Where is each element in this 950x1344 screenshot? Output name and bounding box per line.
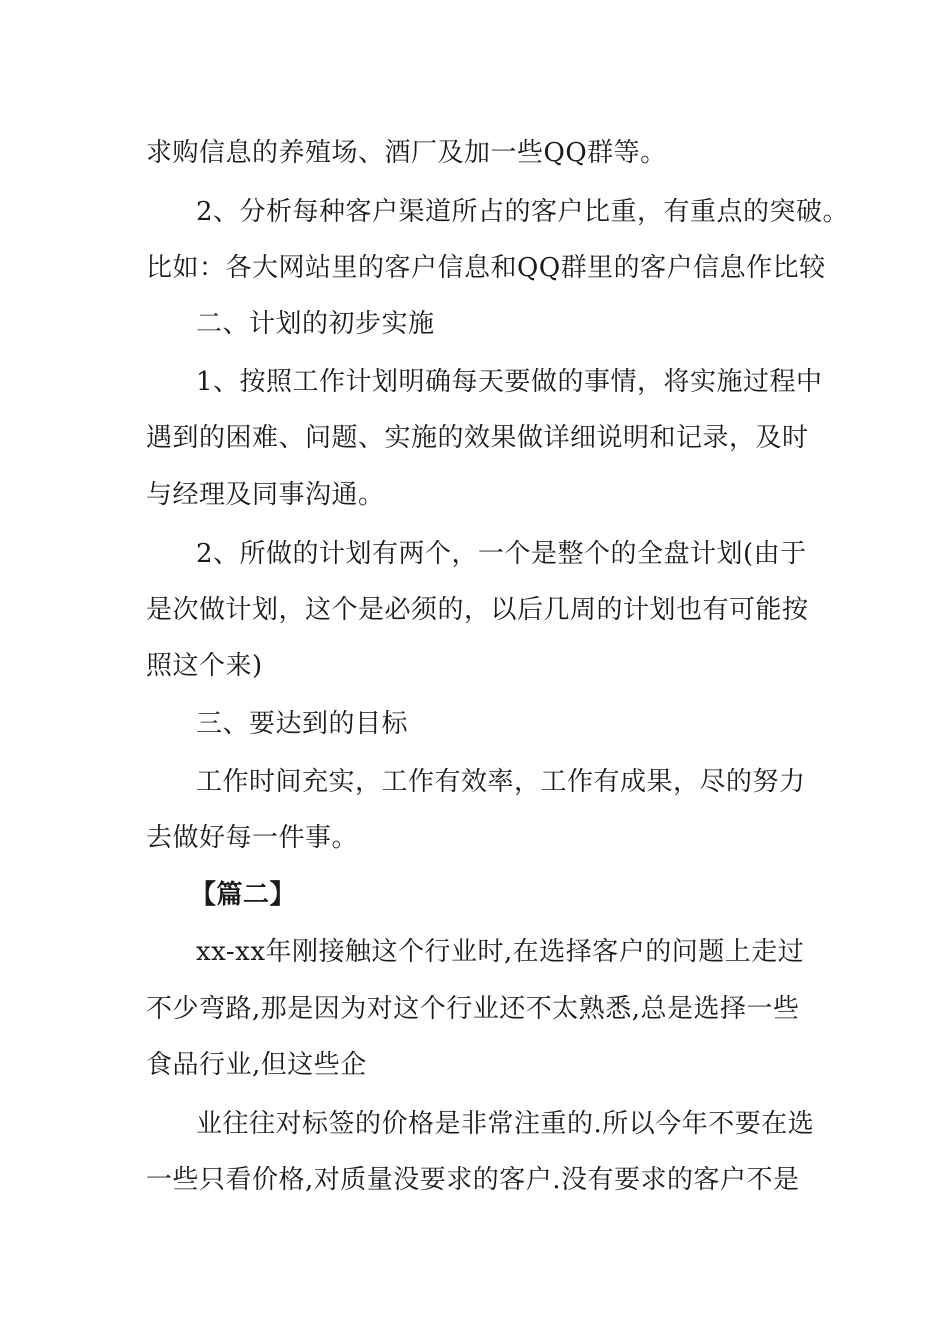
section-heading: 三、要达到的目标 — [196, 709, 409, 739]
text-line: 求购信息的养殖场、酒厂及加一些QQ群等。 — [146, 138, 667, 168]
text-line: 比如：各大网站里的客户信息和QQ群里的客户信息作比较 — [146, 253, 826, 283]
text-line: 遇到的困难、问题、实施的效果做详细说明和记录，及时 — [146, 423, 809, 453]
text-line: 照这个来) — [146, 651, 263, 681]
chapter-heading: 【篇二】 — [190, 880, 297, 910]
text-line: 去做好每一件事。 — [146, 823, 359, 853]
text-line: 食品行业,但这些企 — [146, 1050, 367, 1080]
text-line: 2、分析每种客户渠道所占的客户比重，有重点的突破。 — [196, 197, 850, 227]
text-line: 工作时间充实，工作有效率，工作有成果，尽的努力 — [196, 767, 806, 797]
text-line: xx-xx年刚接触这个行业时,在选择客户的问题上走过 — [196, 937, 805, 967]
text-line: 业往往对标签的价格是非常注重的.所以今年不要在选 — [196, 1109, 815, 1139]
section-heading: 二、计划的初步实施 — [196, 309, 435, 339]
text-line: 是次做计划，这个是必须的，以后几周的计划也有可能按 — [146, 595, 809, 625]
text-line: 1、按照工作计划明确每天要做的事情，将实施过程中 — [196, 367, 823, 397]
text-line: 一些只看价格,对质量没要求的客户.没有要求的客户不是 — [146, 1165, 800, 1195]
text-line: 不少弯路,那是因为对这个行业还不太熟悉,总是选择一些 — [146, 994, 800, 1024]
text-line: 2、所做的计划有两个，一个是整个的全盘计划(由于 — [196, 539, 807, 569]
text-line: 与经理及同事沟通。 — [146, 480, 385, 510]
